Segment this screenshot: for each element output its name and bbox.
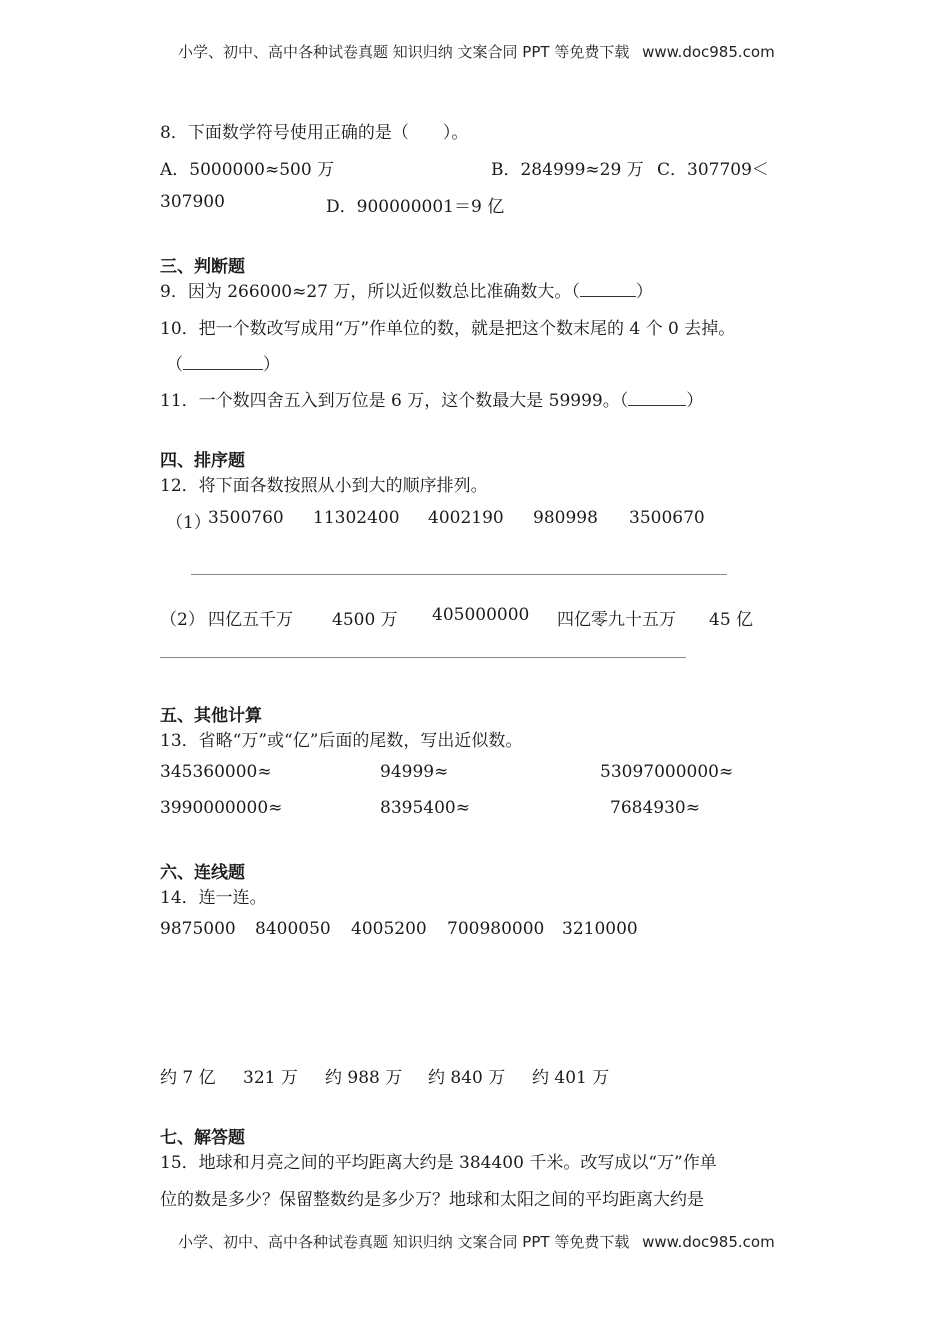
q14-bottom-label[interactable]: 约 401 万 xyxy=(532,1068,610,1088)
q14-bottom-label[interactable]: 约 988 万 xyxy=(325,1068,403,1088)
q8-option-c-cont: 307900 xyxy=(160,192,225,212)
q11 xyxy=(160,386,703,411)
q10-answer-blank[interactable] xyxy=(183,355,263,370)
q13-item: 94999≈ xyxy=(380,762,449,782)
q8-option-a: A．5000000≈500 万 xyxy=(160,160,335,180)
footer-text: 小学、初中、高中各种试卷真题 知识归纳 文案合同 PPT 等免费下载 xyxy=(178,1233,630,1251)
q8-option-d: D．900000001＝9 亿 xyxy=(326,197,505,217)
q12-part2-number: 4500 万 xyxy=(332,610,398,630)
q12-stem: 12．将下面各数按照从小到大的顺序排列。 xyxy=(160,476,488,496)
q9 xyxy=(160,277,653,302)
q8-option-c: C．307709＜ xyxy=(657,160,769,180)
q12-part2-number: 四亿零九十五万 xyxy=(557,610,676,630)
q14-bottom-label[interactable]: 321 万 xyxy=(243,1068,298,1088)
q12-part1-number: 11302400 xyxy=(313,508,400,528)
q14-top-number[interactable]: 700980000 xyxy=(447,919,545,939)
q14-top-number[interactable]: 9875000 xyxy=(160,919,236,939)
header-text: 小学、初中、高中各种试卷真题 知识归纳 文案合同 PPT 等免费下载 xyxy=(178,43,630,61)
q12-part1-label: （1） xyxy=(166,513,211,533)
q9-answer-blank[interactable] xyxy=(580,282,636,297)
q14-stem: 14．连一连。 xyxy=(160,888,267,908)
q13-item: 7684930≈ xyxy=(610,798,700,818)
q13-item: 345360000≈ xyxy=(160,762,272,782)
q14-top-number[interactable]: 3210000 xyxy=(562,919,638,939)
q11-text: 11．一个数四舍五入到万位是 6 万，这个数最大是 59999。（ xyxy=(160,391,629,411)
q12-part1-number: 3500760 xyxy=(208,508,284,528)
q12-part2-answer-line[interactable] xyxy=(160,657,686,658)
q9-close: ） xyxy=(635,282,653,302)
q13-stem: 13．省略“万”或“亿”后面的尾数，写出近似数。 xyxy=(160,731,523,751)
q13-item: 8395400≈ xyxy=(380,798,470,818)
section-6-title: 六、连线题 xyxy=(160,863,245,883)
q12-part1-number: 4002190 xyxy=(428,508,504,528)
q9-text: 9．因为 266000≈27 万，所以近似数总比准确数大。（ xyxy=(160,282,580,302)
q12-part2-number: 45 亿 xyxy=(709,610,754,630)
page-header xyxy=(178,41,775,62)
q11-answer-blank[interactable] xyxy=(628,391,686,406)
section-4-title: 四、排序题 xyxy=(160,451,245,471)
q10-close: ） xyxy=(263,355,280,375)
section-7-title: 七、解答题 xyxy=(160,1128,245,1148)
q12-part1-number: 3500670 xyxy=(629,508,705,528)
page-footer xyxy=(178,1231,775,1252)
q10-text: 10．把一个数改写成用“万”作单位的数，就是把这个数末尾的 4 个 0 去掉。 xyxy=(160,319,736,339)
q13-item: 3990000000≈ xyxy=(160,798,283,818)
q15-line-2: 位的数是多少？保留整数约是多少万？地球和太阳之间的平均距离大约是 xyxy=(160,1190,704,1210)
q12-part1-number: 980998 xyxy=(533,508,598,528)
q14-bottom-label[interactable]: 约 7 亿 xyxy=(160,1068,216,1088)
q10-answer xyxy=(166,350,280,375)
q12-part1-answer-line[interactable] xyxy=(191,574,727,575)
q12-part2-label: （2） xyxy=(160,610,205,630)
section-3-title: 三、判断题 xyxy=(160,257,245,277)
q13-item: 53097000000≈ xyxy=(600,762,734,782)
q10-open: （ xyxy=(166,355,183,375)
q8-stem: 8．下面数学符号使用正确的是（ ）。 xyxy=(160,123,469,143)
footer-site: www.doc985.com xyxy=(642,1233,775,1251)
header-site: www.doc985.com xyxy=(642,43,775,61)
q8-option-b: B．284999≈29 万 xyxy=(491,160,644,180)
q12-part2-number: 405000000 xyxy=(432,605,530,625)
q14-bottom-label[interactable]: 约 840 万 xyxy=(428,1068,506,1088)
q12-part2-number: 四亿五千万 xyxy=(208,610,293,630)
q11-close: ） xyxy=(686,391,704,411)
q15-line-1: 15．地球和月亮之间的平均距离大约是 384400 千米。改写成以“万”作单 xyxy=(160,1153,717,1173)
section-5-title: 五、其他计算 xyxy=(160,706,262,726)
q14-top-number[interactable]: 8400050 xyxy=(255,919,331,939)
q14-top-number[interactable]: 4005200 xyxy=(351,919,427,939)
